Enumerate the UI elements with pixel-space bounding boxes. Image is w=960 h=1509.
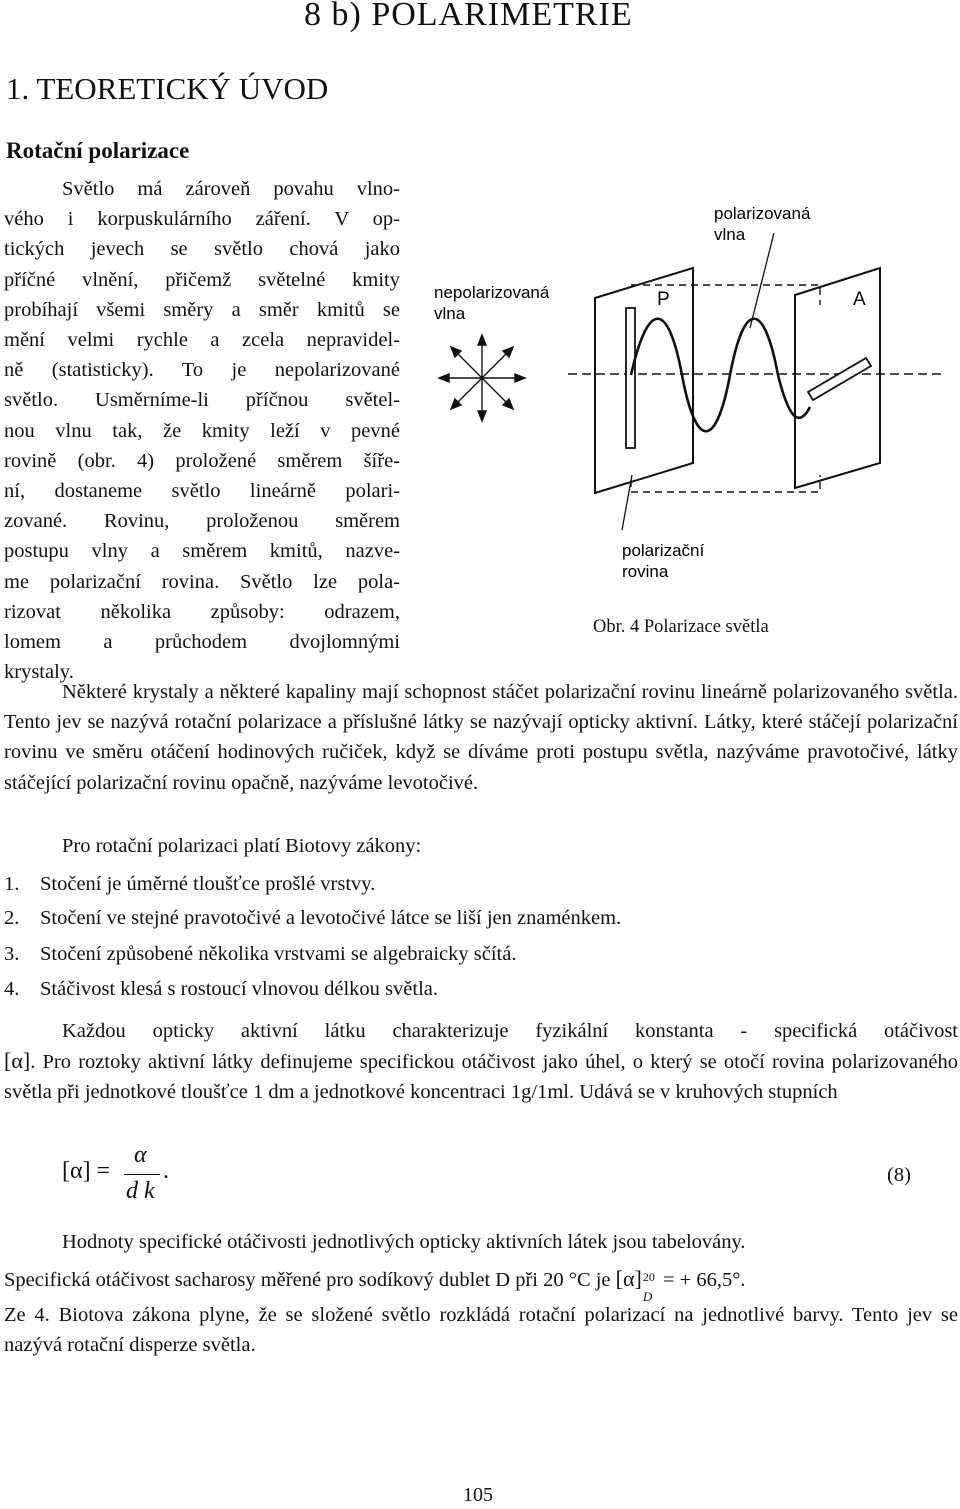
sucrose-value: = + 66,5°. [662,1269,746,1291]
law-item [4,939,516,969]
intro-line: Světlo má zároveň povahu vlno- [62,178,400,200]
law-item [4,974,438,1004]
intro-paragraph [4,174,400,687]
intro-line: rizovat několika způsoby: odrazem, [4,600,400,623]
intro-line: příčné vlnění, přičemž světelné kmity [4,268,400,291]
equation-lhs: [α] = [62,1158,111,1184]
specific-rotation-line: Každou opticky aktivní látku charakterizuje fyzikální konstanta - specifická otáčivost [62,1020,958,1042]
alpha-symbol: [α] [4,1048,31,1074]
label-polarized: polarizovaná [714,204,811,223]
label-unpolarized: nepolarizovaná [434,283,550,302]
section-heading: 1. TEORETICKÝ ÚVOD [6,71,329,106]
law-item [4,903,621,933]
paragraph-sucrose [4,1264,746,1304]
intro-line: vého i korpuskulárního záření. V op- [4,208,400,231]
polarized-wave [631,319,810,432]
label-polarized-2: vlna [714,225,746,244]
intro-line: lomem a průchodem dvojlomnými [4,631,400,654]
intro-line: mění velmi rychle a zcela nepravidel- [4,329,400,352]
intro-line: nou vlnu tak, že kmity leží v pevné [4,419,400,442]
intro-line: ně (statisticky). To je nepolarizované [4,359,400,382]
intro-line: postupu vlny a směrem kmitů, nazve- [4,540,400,563]
equation-number: (8) [887,1164,911,1186]
paragraph-dispersion: Ze 4. Biotova zákona plyne, že se složené světlo rozkládá rotační polarizací na jednotlivé barvy. Tento jev se nazývá rotační disperze světla. [4,1304,958,1357]
law-text: Stáčivost klesá s rostoucí vlnovou délkou světla. [40,978,438,1000]
chapter-title: 8 b) POLARIMETRIE [304,0,633,33]
equation-denominator: d k [126,1178,155,1204]
label-analyzer: A [853,289,866,310]
label-polarizer: P [657,289,670,310]
sucrose-superscript: 20 [642,1270,655,1284]
intro-line: ní, dostaneme světlo lineárně polari- [4,480,400,503]
law-number: 4. [4,978,20,1000]
law-number: 2. [4,907,20,929]
law-text: Stočení ve stejné pravotočivé a levotočivé látce se liší jen znaménkem. [40,907,622,929]
page-number: 105 [463,1484,493,1506]
law-text: Stočení způsobené několika vrstvami se algebraicky sčítá. [40,943,517,965]
paragraph-tabulated: Hodnoty specifické otáčivosti jednotlivých opticky aktivních látek jsou tabelovány. [62,1231,746,1253]
law-item [4,869,375,899]
law-number: 1. [4,873,20,895]
figure-caption: Obr. 4 Polarizace světla [593,617,769,637]
intro-line: rovině (obr. 4) proložené směrem šíře- [4,449,400,472]
unpolarized-star-icon [439,335,525,421]
intro-line: probíhají všemi směry a směr kmitů se [4,298,400,321]
fraction-bar [124,1174,160,1175]
polarizer-slit [626,308,635,448]
paragraph-specific-rotation [4,1016,958,1108]
section-subheading: Rotační polarizace [6,138,190,163]
intro-line: zované. Rovinu, proloženou směrem [4,510,400,533]
label-polarization-plane-2: rovina [622,562,669,581]
paragraph-rotation: Některé krystaly a některé kapaliny mají schopnost stáčet polarizační rovinu lineárně polarizovaného světla. Tento jev se nazývá rotační polarizace a příslušné látky se nazývají opticky aktivní. Látky, které stáčejí polarizační rovinu ve směru otáčení hodinových ručiček, když se díváme proti postupu světla, nazýváme pravotočivé, látky stáčející polarizační rovinu opačně, nazýváme levotočivé. [4,681,958,794]
biot-intro: Pro rotační polarizaci platí Biotovy zákony: [62,835,422,857]
polarization-figure [420,195,950,615]
sucrose-text: Specifická otáčivost sacharosy měřené pro sodíkový dublet D při 20 °C je [4,1269,611,1291]
sucrose-subscript: D [642,1289,653,1304]
sucrose-alpha: [α] [615,1266,642,1291]
polarizer-plane [595,268,693,493]
equation-period: . [163,1158,169,1184]
polarization-plane-bottom [631,475,820,492]
law-text: Stočení je úměrné tloušťce prošlé vrstvy. [40,873,376,895]
intro-line: me polarizační rovina. Světlo lze pola- [4,570,400,593]
equation-numerator: α [134,1142,147,1168]
analyzer-slit [808,358,871,400]
label-unpolarized-2: vlna [434,304,466,323]
specific-rotation-rest: . Pro roztoky aktivní látky definujeme specifickou otáčivost jako úhel, o který se otočí rovina polarizovaného světla při jednotkové tloušťce 1 dm a jednotkové koncentraci 1g/1ml. Udává se v kruhových stupních [4,1051,958,1104]
pointer-polarized-wave [750,233,774,328]
label-polarization-plane: polarizační [622,541,705,560]
intro-line: krystaly. [4,661,74,684]
intro-line: tických jevech se světlo chová jako [4,238,400,261]
intro-line: světlo. Usměrníme-li příčnou světel- [4,389,400,412]
law-number: 3. [4,943,20,965]
